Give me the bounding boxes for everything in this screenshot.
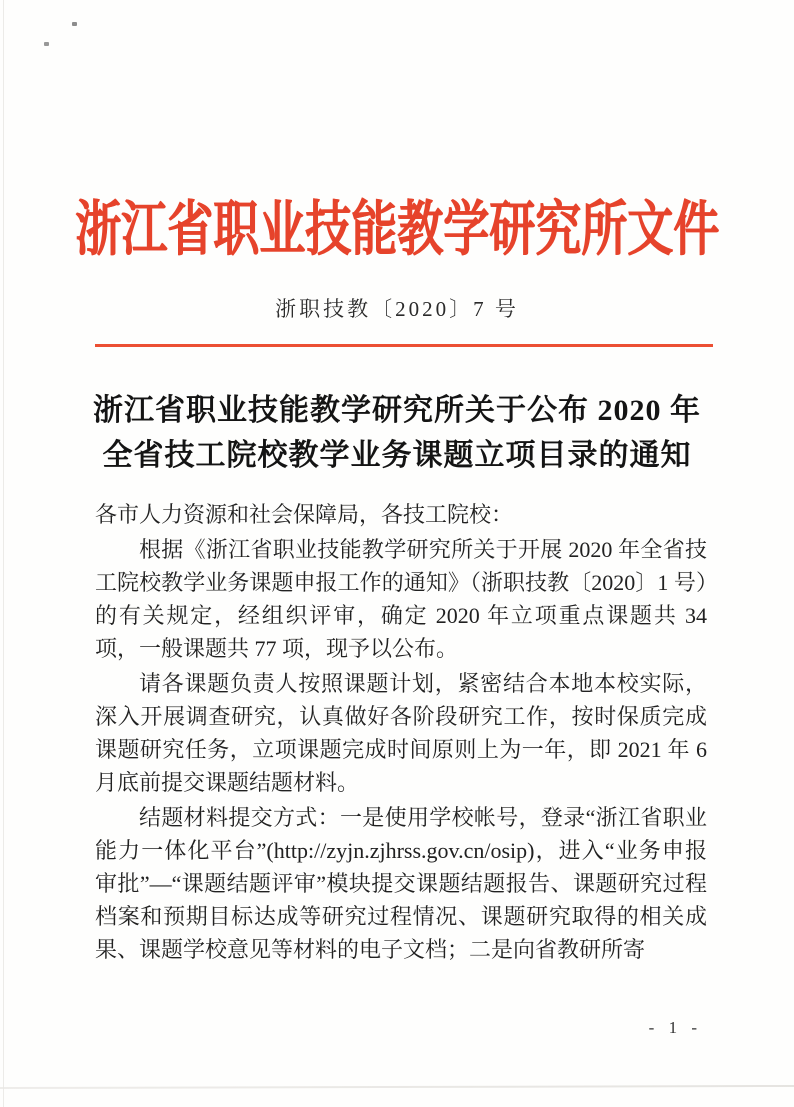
scan-speck (44, 42, 49, 46)
red-separator-rule (95, 344, 713, 347)
notice-title-line2: 全省技工院校教学业务课题立项目录的通知 (102, 439, 692, 472)
document-body (95, 498, 707, 968)
page-number: - 1 - (648, 1018, 702, 1037)
body-paragraph: 结题材料提交方式：一是使用学校帐号，登录“浙江省职业能力一体化平台”(http://zyjn.zjhrss.gov.cn/osip)，进入“业务申报审批”—“课题结题评审”模块提交课题结题报告、课题研究过程档案和预期目标达成等研究过程情况、课题研究取得的相关成果、课题学校意见等材料的电子文档；二是向省教研所寄 (95, 805, 707, 962)
salutation-line: 各市人力资源和社会保障局，各技工院校： (95, 502, 514, 527)
scan-bottom-line (0, 1085, 794, 1089)
notice-title-line1: 浙江省职业技能教学研究所关于公布 2020 年 (93, 394, 701, 427)
scan-edge-line (3, 0, 4, 1107)
document-number: 浙职技教〔2020〕7 号 (275, 297, 519, 321)
body-paragraph: 请各课题负责人按照课题计划，紧密结合本地本校实际，深入开展调查研究，认真做好各阶段研究工作，按时保质完成课题研究任务，立项课题完成时间原则上为一年，即 2021 年 6 月底前提交课题结题材料。 (95, 671, 707, 795)
notice-title (60, 388, 734, 478)
agency-letterhead-title: 浙江省职业技能教学研究所文件 (75, 196, 719, 263)
body-paragraph: 根据《浙江省职业技能教学研究所关于开展 2020 年全省技工院校教学业务课题申报工作的通知》（浙职技教〔2020〕1 号）的有关规定，经组织评审，确定 2020 年立项重点课题共 34 项，一般课题共 77 项，现予以公布。 (95, 537, 707, 661)
scan-speck (72, 22, 77, 26)
